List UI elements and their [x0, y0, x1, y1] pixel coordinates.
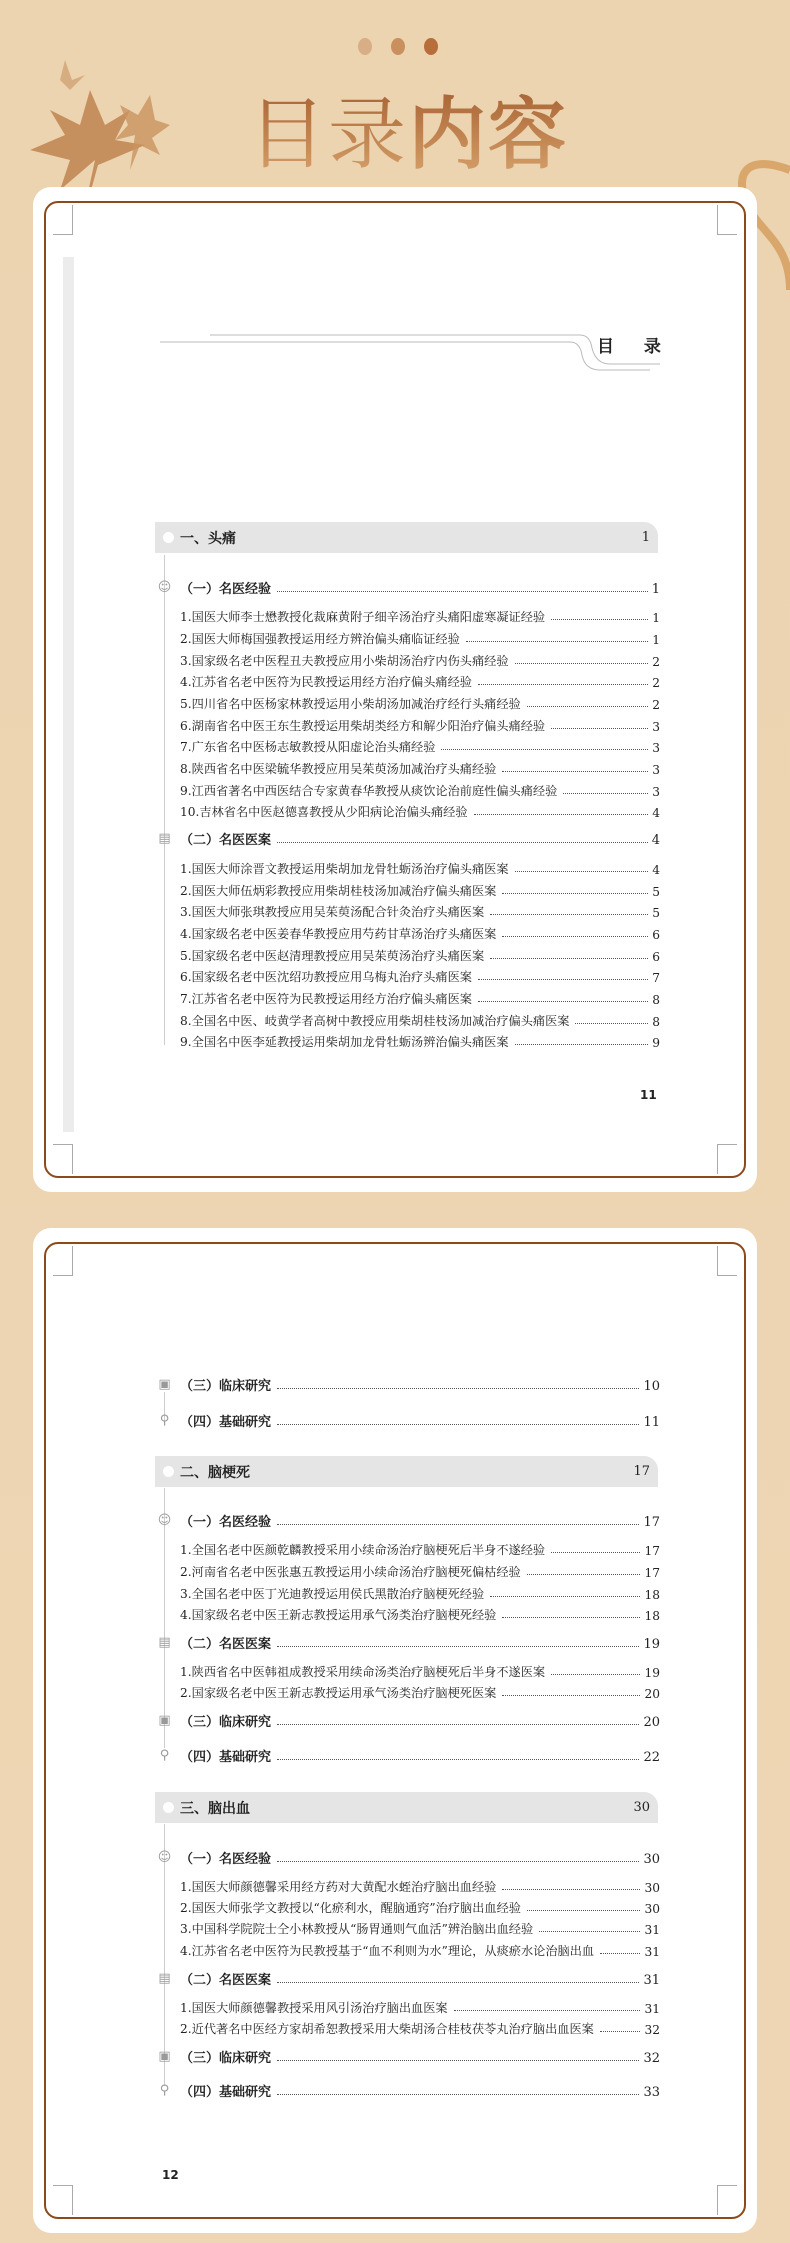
section-header[interactable] [155, 1792, 658, 1823]
case-icon: ▤ [158, 831, 171, 846]
dot-leader [277, 1861, 639, 1862]
page-number: 17 [644, 1544, 660, 1558]
page-number: 31 [643, 1973, 660, 1988]
toc-item[interactable] [155, 1996, 660, 2016]
toc-text: 6.湖南省名中医王东生教授运用柴胡类经方和解少阳治疗偏头痛经验 [180, 719, 546, 733]
page-number: 31 [644, 1945, 660, 1959]
toc-text: 4.江苏省名老中医符为民教授基于“血不利则为水”理论，从痰瘀水论治脑出血 [180, 1944, 595, 1958]
toc-item[interactable] [155, 1681, 660, 1701]
dot-leader [478, 684, 648, 685]
microscope-icon: ⚲ [159, 1413, 170, 1428]
dot-leader [277, 1982, 639, 1983]
toc-subsection[interactable] [155, 1510, 660, 1530]
toc-item[interactable] [155, 692, 660, 712]
toc-item[interactable] [155, 627, 660, 647]
page-number: 17 [643, 1515, 660, 1530]
case-icon: ▤ [158, 1971, 171, 1986]
page-number: 19 [643, 1637, 660, 1652]
toc-heading: 目 录 [597, 337, 673, 357]
toc-item[interactable] [155, 987, 660, 1007]
toc-item[interactable] [155, 1660, 660, 1680]
toc-text: （四）基础研究 [180, 1415, 272, 1430]
toc-item[interactable] [155, 1582, 660, 1602]
dot-leader [502, 771, 648, 772]
dot-leader [575, 1023, 648, 1024]
page-number: 19 [644, 1666, 660, 1680]
toc-text: （二）名医医案 [180, 833, 272, 848]
dot-leader [515, 1044, 649, 1045]
page-number: 6 [652, 928, 660, 942]
toc-text: 4.国家级名老中医王新志教授运用承气汤类治疗脑梗死经验 [180, 1608, 497, 1622]
dot-leader [277, 842, 648, 843]
dot-leader [551, 1552, 640, 1553]
page-number: 10 [643, 1379, 660, 1394]
page-number: 11 [643, 1415, 660, 1430]
toc-item[interactable] [155, 649, 660, 669]
page-number: 20 [643, 1715, 660, 1730]
page-number: 30 [633, 1800, 650, 1815]
page-number: 6 [652, 950, 660, 964]
page-number: 32 [644, 2023, 660, 2037]
toc-subsection[interactable] [155, 2080, 660, 2100]
toc-text: 4.江苏省名老中医符为民教授运用经方治疗偏头痛经验 [180, 675, 472, 689]
toc-text: 3.中国科学院院士仝小林教授从“肠胃通则气血活”辨治脑出血经验 [180, 1922, 534, 1936]
dot-leader [490, 958, 648, 959]
toc-item[interactable] [155, 1009, 660, 1029]
toc-text: 10.吉林省名中医赵德喜教授从少阳病论治偏头痛经验 [180, 805, 468, 819]
dot-leader [490, 914, 648, 915]
page-number: 4 [651, 833, 660, 848]
case-icon: ▤ [158, 1635, 171, 1650]
doctor-icon: ☺ [157, 1513, 172, 1528]
dot-leader [563, 793, 648, 794]
toc-text: （一）名医经验 [180, 1515, 272, 1530]
toc-subsection[interactable] [155, 1374, 660, 1394]
page-number: 18 [644, 1609, 660, 1623]
dot-leader [502, 893, 648, 894]
page-number: 1 [652, 633, 660, 647]
page-number: 1 [652, 611, 660, 625]
toc-item[interactable] [155, 779, 660, 799]
dot-leader [527, 1574, 641, 1575]
toc-text: （一）名医经验 [180, 582, 272, 597]
toc-text: 2.国医大师伍炳彩教授应用柴胡桂枝汤加减治疗偏头痛医案 [180, 884, 497, 898]
dot-leader [551, 619, 648, 620]
toc-text: 9.全国名中医李延教授运用柴胡加龙骨牡蛎汤辨治偏头痛医案 [180, 1035, 509, 1049]
toc-item[interactable] [155, 800, 660, 820]
dot-leader [277, 1724, 639, 1725]
toc-item[interactable] [155, 757, 660, 777]
toc-text: 1.国医大师李士懋教授化裁麻黄附子细辛汤治疗头痛阳虚寒凝证经验 [180, 610, 546, 624]
dot-leader [502, 1889, 640, 1890]
toc-item[interactable] [155, 1939, 660, 1959]
toc-item[interactable] [155, 857, 660, 877]
toc-text: 2.国医大师张学文教授以“化瘀利水，醒脑通窍”治疗脑出血经验 [180, 1901, 521, 1915]
dot-leader [502, 1617, 640, 1618]
page-number: 17 [644, 1566, 660, 1580]
decor-dot [358, 38, 372, 55]
toc-subsection[interactable] [155, 1410, 660, 1430]
toc-text: 2.近代著名中医经方家胡希恕教授采用大柴胡汤合桂枝茯苓丸治疗脑出血医案 [180, 2022, 594, 2036]
page-number: 20 [644, 1687, 660, 1701]
clinical-research-icon: ▣ [158, 1377, 171, 1392]
dot-leader [502, 936, 648, 937]
toc-text: （三）临床研究 [180, 1715, 272, 1730]
toc-subsection[interactable] [155, 1632, 660, 1652]
page-number: 22 [643, 1750, 660, 1765]
page-number: 17 [633, 1464, 650, 1479]
toc-item[interactable] [155, 965, 660, 985]
toc-item[interactable] [155, 714, 660, 734]
toc-text: 7.广东省名中医杨志敏教授从阳虚论治头痛经验 [180, 740, 436, 754]
dot-leader [600, 2031, 641, 2032]
page-number: 31 [644, 1923, 660, 1937]
toc-text: 8.全国名中医、岐黄学者高树中教授应用柴胡桂枝汤加减治疗偏头痛医案 [180, 1014, 570, 1028]
toc-text: 3.国家级名老中医程丑夫教授应用小柴胡汤治疗内伤头痛经验 [180, 654, 509, 668]
clinical-research-icon: ▣ [158, 1713, 171, 1728]
dot-leader [600, 1953, 640, 1954]
page-number: 31 [644, 2002, 660, 2016]
section-header[interactable] [155, 522, 658, 553]
page-number: 3 [652, 785, 660, 799]
page-number: 7 [652, 971, 660, 985]
page-number: 32 [643, 2051, 660, 2066]
dot-leader [277, 591, 648, 592]
toc-text: 5.四川省名中医杨家林教授运用小柴胡汤加减治疗经行头痛经验 [180, 697, 521, 711]
page-number: 4 [652, 806, 660, 820]
page-number: 8 [652, 1015, 660, 1029]
page-number: 4 [652, 863, 660, 877]
toc-item[interactable] [155, 944, 660, 964]
toc-text: （二）名医医案 [180, 1973, 272, 1988]
toc-text: （一）名医经验 [180, 1852, 272, 1867]
toc-item[interactable] [155, 735, 660, 755]
doctor-icon: ☺ [157, 1850, 172, 1865]
dot-leader [490, 1596, 640, 1597]
toc-text: （三）临床研究 [180, 1379, 272, 1394]
dot-leader [277, 2094, 639, 2095]
toc-item[interactable] [155, 900, 660, 920]
page-number: 2 [652, 698, 660, 712]
page-number: 33 [643, 2085, 660, 2100]
toc-text: 1.国医大师颜德馨采用经方药对大黄配水蛭治疗脑出血经验 [180, 1880, 497, 1894]
toc-text: （四）基础研究 [180, 1750, 272, 1765]
toc-item[interactable] [155, 670, 660, 690]
toc-subsection[interactable] [155, 1710, 660, 1730]
toc-text: 8.陕西省名中医梁毓华教授应用吴茱萸汤加减治疗头痛经验 [180, 762, 497, 776]
toc-title-lines [160, 330, 660, 380]
page-number: 2 [652, 676, 660, 690]
toc-text: （二）名医医案 [180, 1637, 272, 1652]
page-number: 18 [644, 1588, 660, 1602]
section-header[interactable] [155, 1456, 658, 1487]
dot-leader [527, 1910, 641, 1911]
toc-item[interactable] [155, 2017, 660, 2037]
section-label: 一、头痛 [180, 530, 236, 547]
page-number: 2 [652, 655, 660, 669]
toc-text: 1.全国名老中医颜乾麟教授采用小续命汤治疗脑梗死后半身不遂经验 [180, 1543, 546, 1557]
page-number: 30 [644, 1881, 660, 1895]
decor-dot [391, 38, 405, 55]
page-number: 5 [652, 885, 660, 899]
dot-leader [502, 1695, 640, 1696]
dot-leader [551, 1674, 640, 1675]
dot-leader [277, 1388, 639, 1389]
dot-leader [277, 1759, 639, 1760]
toc-item[interactable] [155, 879, 660, 899]
toc-text: （四）基础研究 [180, 2085, 272, 2100]
toc-text: 2.国医大师梅国强教授运用经方辨治偏头痛临证经验 [180, 632, 460, 646]
clinical-research-icon: ▣ [158, 2049, 171, 2064]
dot-leader [478, 979, 648, 980]
toc-subsection[interactable] [155, 2046, 660, 2066]
page-number: 3 [652, 741, 660, 755]
page-number: 3 [652, 720, 660, 734]
toc-item[interactable] [155, 922, 660, 942]
toc-item[interactable] [155, 1896, 660, 1916]
toc-subsection[interactable] [155, 1745, 660, 1765]
dot-leader [474, 814, 649, 815]
toc-text: 6.国家级名老中医沈绍功教授应用乌梅丸治疗头痛医案 [180, 970, 472, 984]
toc-item[interactable] [155, 1875, 660, 1895]
toc-text: 1.陕西省名中医韩祖成教授采用续命汤类治疗脑梗死后半身不遂医案 [180, 1665, 546, 1679]
toc-text: 3.国医大师张琪教授应用吴茱萸汤配合针灸治疗头痛医案 [180, 905, 485, 919]
page-number: 11 [640, 1088, 657, 1102]
dot-leader [277, 1646, 639, 1647]
toc-text: 1.国医大师涂晋文教授运用柴胡加龙骨牡蛎汤治疗偏头痛医案 [180, 862, 509, 876]
dot-leader [539, 1931, 640, 1932]
decor-dot [424, 38, 438, 55]
dot-leader [478, 1001, 648, 1002]
dot-leader [466, 641, 648, 642]
toc-subsection[interactable] [155, 828, 660, 848]
toc-text: 5.国家级名老中医赵清理教授应用吴茱萸汤治疗头痛医案 [180, 949, 485, 963]
toc-text: 1.国医大师颜德馨教授采用风引汤治疗脑出血医案 [180, 2001, 448, 2015]
page-number: 5 [652, 906, 660, 920]
toc-item[interactable] [155, 1560, 660, 1580]
page-number: 1 [651, 582, 660, 597]
dot-leader [515, 663, 649, 664]
toc-text: 3.全国名老中医丁光迪教授运用侯氏黑散治疗脑梗死经验 [180, 1587, 485, 1601]
dot-leader [454, 2010, 641, 2011]
dot-leader [277, 1524, 639, 1525]
page-title: 目录内容 [248, 72, 568, 184]
toc-subsection[interactable] [155, 577, 660, 597]
toc-text: 2.国家级名老中医王新志教授运用承气汤类治疗脑梗死医案 [180, 1686, 497, 1700]
toc-item[interactable] [155, 605, 660, 625]
toc-item[interactable] [155, 1917, 660, 1937]
dot-leader [277, 2060, 639, 2061]
toc-text: 4.国家级名老中医姜春华教授应用芍药甘草汤治疗头痛医案 [180, 927, 497, 941]
doctor-icon: ☺ [157, 580, 172, 595]
microscope-icon: ⚲ [159, 1748, 170, 1763]
dot-leader [527, 706, 649, 707]
dot-leader [441, 749, 648, 750]
section-label: 三、脑出血 [180, 1800, 250, 1817]
toc-subsection[interactable] [155, 1847, 660, 1867]
page-number: 30 [643, 1852, 660, 1867]
toc-text: 2.河南省名老中医张惠五教授运用小续命汤治疗脑梗死偏枯经验 [180, 1565, 521, 1579]
dot-leader [277, 1424, 639, 1425]
page-number: 9 [652, 1036, 660, 1050]
dot-leader [551, 728, 648, 729]
toc-text: 7.江苏省名老中医符为民教授运用经方治疗偏头痛医案 [180, 992, 472, 1006]
page-number: 3 [652, 763, 660, 777]
dot-leader [515, 871, 649, 872]
microscope-icon: ⚲ [159, 2083, 170, 2098]
page-number: 1 [641, 530, 650, 545]
toc-item[interactable] [155, 1603, 660, 1623]
page-number: 12 [162, 2168, 179, 2182]
toc-item[interactable] [155, 1538, 660, 1558]
section-label: 二、脑梗死 [180, 1464, 250, 1481]
toc-subsection[interactable] [155, 1968, 660, 1988]
toc-text: （三）临床研究 [180, 2051, 272, 2066]
toc-text: 9.江西省著名中西医结合专家黄春华教授从痰饮论治前庭性偏头痛经验 [180, 784, 558, 798]
page-number: 30 [644, 1902, 660, 1916]
toc-item[interactable] [155, 1030, 660, 1050]
page-number: 8 [652, 993, 660, 1007]
